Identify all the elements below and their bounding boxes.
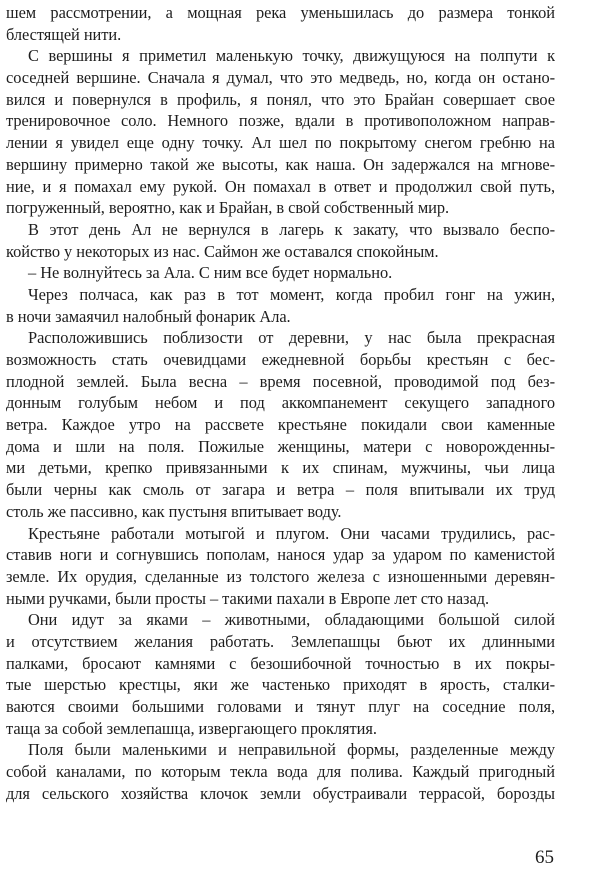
text-line: земле. Их орудия, сделанные из толстого железа с изношенными деревян- [6, 566, 555, 586]
page-number: 65 [535, 847, 554, 868]
text-line: донным голубым небом и под аккомпанемент секущего западного [6, 393, 555, 413]
text-line: таща за собой землепашца, извергающего проклятия. [6, 718, 377, 738]
text-line: столь же пассивно, как пустыня впитывает воду. [6, 501, 342, 521]
text-line: ными ручками, были просты – такими пахали в Европе лет сто назад. [6, 588, 490, 608]
text-line: ваются своими большими головами и тянут плуг на соседние поля, [6, 697, 555, 716]
text-line: ставив ноги и согнувшись пополам, нанося удар за ударом по каменистой [6, 545, 555, 565]
text-line: были черны как смоль от загара и ветра – поля впитывали их труд [6, 480, 555, 500]
text-line: Крестьяне работали мотыгой и плугом. Они часами трудились, рас- [28, 523, 555, 543]
text-line: блестящей нити. [6, 24, 122, 44]
text-line: тренировочное соло. Немного позже, вдали в противоположном направ- [6, 111, 555, 131]
text-line: плодной землей. Была весна – время посевной, проводимой под без- [6, 371, 555, 391]
text-line: лении я увидел еще одну точку. Ал шел по покрытому снегом гребню на [6, 133, 555, 153]
text-line: ветра. Каждое утро на рассвете крестьяне покидали свои каменные [6, 415, 555, 435]
text-line: дома и шли на поля. Пожилые женщины, матери с новорожденны- [6, 436, 555, 456]
text-line: погруженный, вероятно, как и Брайан, в свой собственный мир. [6, 198, 450, 218]
text-line: для сельского хозяйства клочок земли обустраивали террасой, борозды [6, 783, 555, 803]
text-line: тые шерстью крестцы, яки же частенько приходят в ярость, сталки- [6, 675, 555, 695]
text-line: собой каналами, по которым текла вода для полива. Каждый пригодный [6, 762, 555, 782]
text-line: соседней вершине. Сначала я думал, что это медведь, но, когда он остано- [6, 68, 555, 88]
text-line: В этот день Ал не вернулся в лагерь к закату, что вызвало беспо- [28, 219, 555, 239]
text-line: вился и повернулся в профиль, я понял, что это Брайан совершает свое [6, 89, 555, 109]
text-line: шем рассмотрении, а мощная река уменьшилась до размера тонкой [6, 3, 555, 22]
text-line: С вершины я приметил маленькую точку, движущуюся на полпути к [28, 46, 555, 66]
body-text [6, 2, 555, 804]
text-line: – Не волнуйтесь за Ала. С ним все будет нормально. [28, 263, 393, 283]
text-line: Через полчаса, как раз в тот момент, когда пробил гонг на ужин, [28, 284, 555, 304]
text-line: возможность стать очевидцами ежедневной борьбы крестьян с бес- [6, 350, 555, 369]
text-line: палками, бросают камнями с безошибочной точностью в их покры- [6, 653, 555, 673]
text-line: ние, и я помахал ему рукой. Он помахал в ответ и продолжил свой путь, [6, 176, 555, 196]
text-line: койство у некоторых из нас. Саймон же оставался спокойным. [6, 241, 439, 261]
text-line: Они идут за яками – животными, обладающими большой силой [28, 610, 555, 630]
text-line: и отсутствием желания работать. Землепашцы бьют их длинными [6, 631, 555, 651]
text-line: Расположившись поблизости от деревни, у нас была прекрасная [28, 328, 555, 348]
text-line: Поля были маленькими и неправильной формы, разделенные между [28, 740, 555, 760]
text-line: вершину примерно такой же высоты, как наша. Он задержался на мгнове- [6, 154, 555, 174]
text-line: в ночи замаячил налобный фонарик Ала. [6, 306, 291, 326]
text-line: ми детьми, крепко привязанными к их спинам, мужчины, чьи лица [6, 458, 555, 478]
